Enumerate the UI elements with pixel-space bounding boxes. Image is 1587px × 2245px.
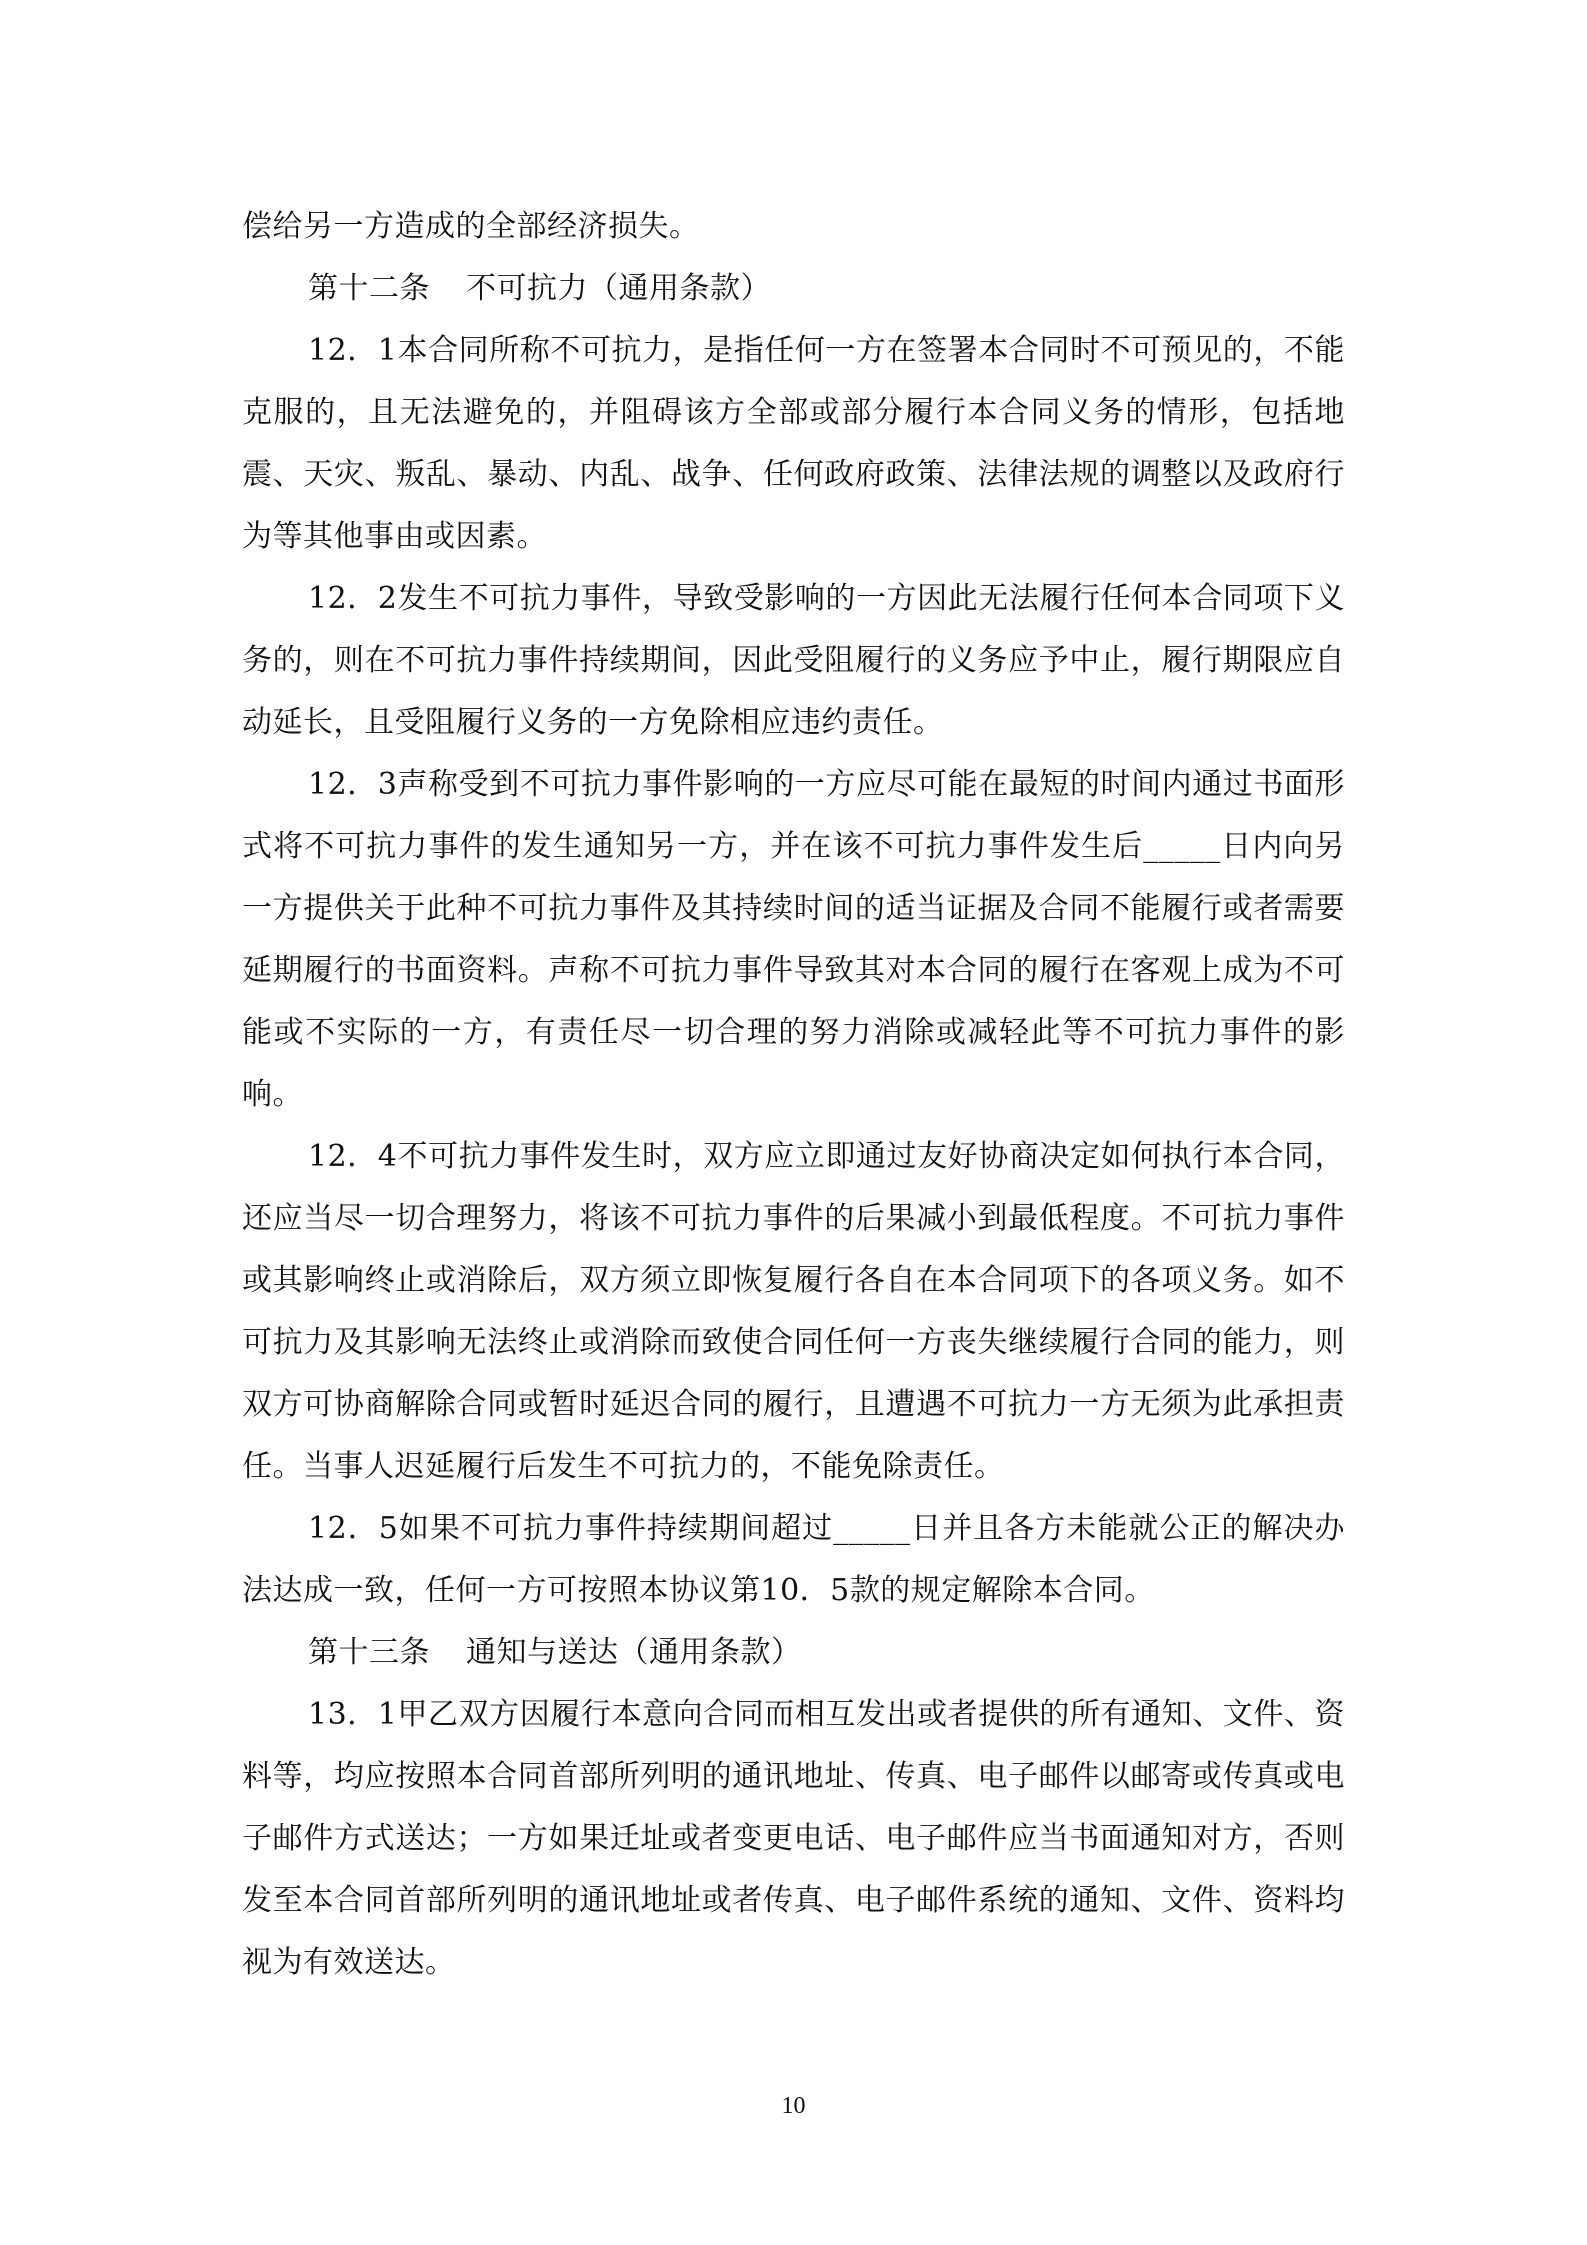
article-12-title: 不可抗力（通用条款） (466, 271, 771, 306)
article-13-title: 通知与送达（通用条款） (466, 1635, 802, 1670)
paragraph-continuation: 偿给另一方造成的全部经济损失。 (242, 209, 700, 244)
page-number: 10 (781, 2093, 806, 2119)
clause-12-1: 12．1本合同所称不可抗力，是指任何一方在签署本合同时不可预见的，不能克服的，且无法避免的，并阻碍该方全部或部分履行本合同义务的情形，包括地震、天灾、叛乱、暴动、内乱、战争、任何政府政策、法律法规的调整以及政府行为等其他事由或因素。 (242, 333, 1345, 554)
article-12-heading (242, 258, 1345, 320)
clause-13-1: 13．1甲乙双方因履行本意向合同而相互发出或者提供的所有通知、文件、资料等，均应按照本合同首部所列明的通讯地址、传真、电子邮件以邮寄或传真或电子邮件方式送达；一方如果迁址或者变更电话、电子邮件应当书面通知对方，否则发至本合同首部所列明的通讯地址或者传真、电子邮件系统的通知、文件、资料均视为有效送达。 (242, 1697, 1345, 1980)
article-12-label: 第十二条 (308, 271, 430, 306)
clause-12-3: 12．3声称受到不可抗力事件影响的一方应尽可能在最短的时间内通过书面形式将不可抗力事件的发生通知另一方，并在该不可抗力事件发生后_____日内向另一方提供关于此种不可抗力事件及其持续时间的适当证据及合同不能履行或者需要延期履行的书面资料。声称不可抗力事件导致其对本合同的履行在客观上成为不可能或不实际的一方，有责任尽一切合理的努力消除或减轻此等不可抗力事件的影响。 (242, 767, 1345, 1112)
document-body (242, 196, 1345, 1994)
clause-12-4: 12．4不可抗力事件发生时，双方应立即通过友好协商决定如何执行本合同，还应当尽一切合理努力，将该不可抗力事件的后果减小到最低程度。不可抗力事件或其影响终止或消除后，双方须立即恢复履行各自在本合同项下的各项义务。如不可抗力及其影响无法终止或消除而致使合同任何一方丧失继续履行合同的能力，则双方可协商解除合同或暂时延迟合同的履行，且遭遇不可抗力一方无须为此承担责任。当事人迟延履行后发生不可抗力的，不能免除责任。 (242, 1139, 1345, 1484)
article-13-heading (242, 1622, 1345, 1684)
clause-12-5: 12．5如果不可抗力事件持续期间超过_____日并且各方未能就公正的解决办法达成一致，任何一方可按照本协议第10．5款的规定解除本合同。 (242, 1511, 1345, 1608)
article-13-label: 第十三条 (308, 1635, 430, 1670)
clause-12-2: 12．2发生不可抗力事件，导致受影响的一方因此无法履行任何本合同项下义务的，则在不可抗力事件持续期间，因此受阻履行的义务应予中止，履行期限应自动延长，且受阻履行义务的一方免除相应违约责任。 (242, 581, 1345, 740)
